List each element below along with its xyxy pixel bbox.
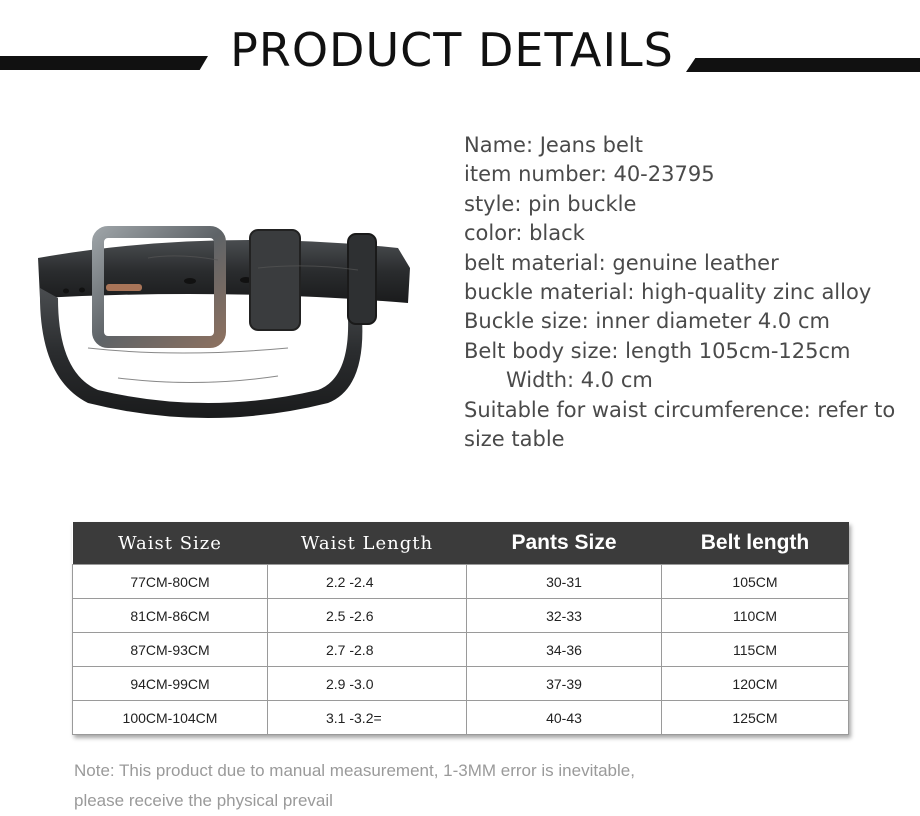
measurement-note (74, 756, 724, 816)
cell-belt-length: 125CM (662, 701, 849, 735)
spec-buckle-size: Buckle size: inner diameter 4.0 cm (464, 309, 830, 334)
cell-belt-length: 110CM (662, 599, 849, 633)
header-bar-left (0, 56, 208, 70)
spec-name: Name: Jeans belt (464, 133, 643, 157)
spec-body-size: Belt body size: length 105cm-125cm (464, 338, 851, 363)
belt-product-image (28, 208, 418, 438)
cell-waist-size: 100CM-104CM (73, 701, 268, 735)
spec-style: style: pin buckle (464, 191, 637, 216)
header-bar-right (686, 58, 920, 72)
cell-waist-length: 3.1 -3.2= (268, 701, 467, 735)
cell-pants-size: 32-33 (467, 599, 662, 633)
cell-waist-size: 77CM-80CM (73, 565, 268, 599)
cell-pants-size: 34-36 (467, 633, 662, 667)
cell-waist-size: 87CM-93CM (73, 633, 268, 667)
spec-color: color: black (464, 221, 585, 246)
header-waist-length: Waist Length (268, 522, 467, 565)
note-line-1: Note: This product due to manual measurement, 1-3MM error is inevitable, (74, 761, 635, 780)
table-header-row (73, 522, 849, 565)
cell-pants-size: 40-43 (467, 701, 662, 735)
spec-item-number: item number: 40-23795 (464, 162, 715, 187)
table-row (73, 667, 849, 701)
table-row (73, 701, 849, 735)
cell-waist-length: 2.9 -3.0 (268, 667, 467, 701)
cell-waist-length: 2.7 -2.8 (268, 633, 467, 667)
page-title: PRODUCT DETAILS (230, 23, 674, 77)
table-row (73, 633, 849, 667)
size-table (72, 522, 849, 735)
spec-waist-fit: Suitable for waist circumference: refer to size table (464, 397, 896, 452)
cell-waist-length: 2.2 -2.4 (268, 565, 467, 599)
cell-pants-size: 37-39 (467, 667, 662, 701)
cell-pants-size: 30-31 (467, 565, 662, 599)
note-line-2: please receive the physical prevail (74, 791, 333, 810)
table-row (73, 565, 849, 599)
cell-waist-size: 94CM-99CM (73, 667, 268, 701)
header-waist-size: Waist Size (73, 522, 268, 565)
cell-belt-length: 120CM (662, 667, 849, 701)
product-specs (464, 131, 920, 454)
spec-belt-material: belt material: genuine leather (464, 250, 779, 275)
cell-belt-length: 105CM (662, 565, 849, 599)
cell-waist-size: 81CM-86CM (73, 599, 268, 633)
cell-belt-length: 115CM (662, 633, 849, 667)
cell-waist-length: 2.5 -2.6 (268, 599, 467, 633)
header-pants-size: Pants Size (467, 522, 662, 565)
header-belt-length: Belt length (662, 522, 849, 565)
spec-width: Width: 4.0 cm (506, 368, 653, 393)
spec-buckle-material: buckle material: high-quality zinc alloy (464, 280, 872, 305)
table-row (73, 599, 849, 633)
